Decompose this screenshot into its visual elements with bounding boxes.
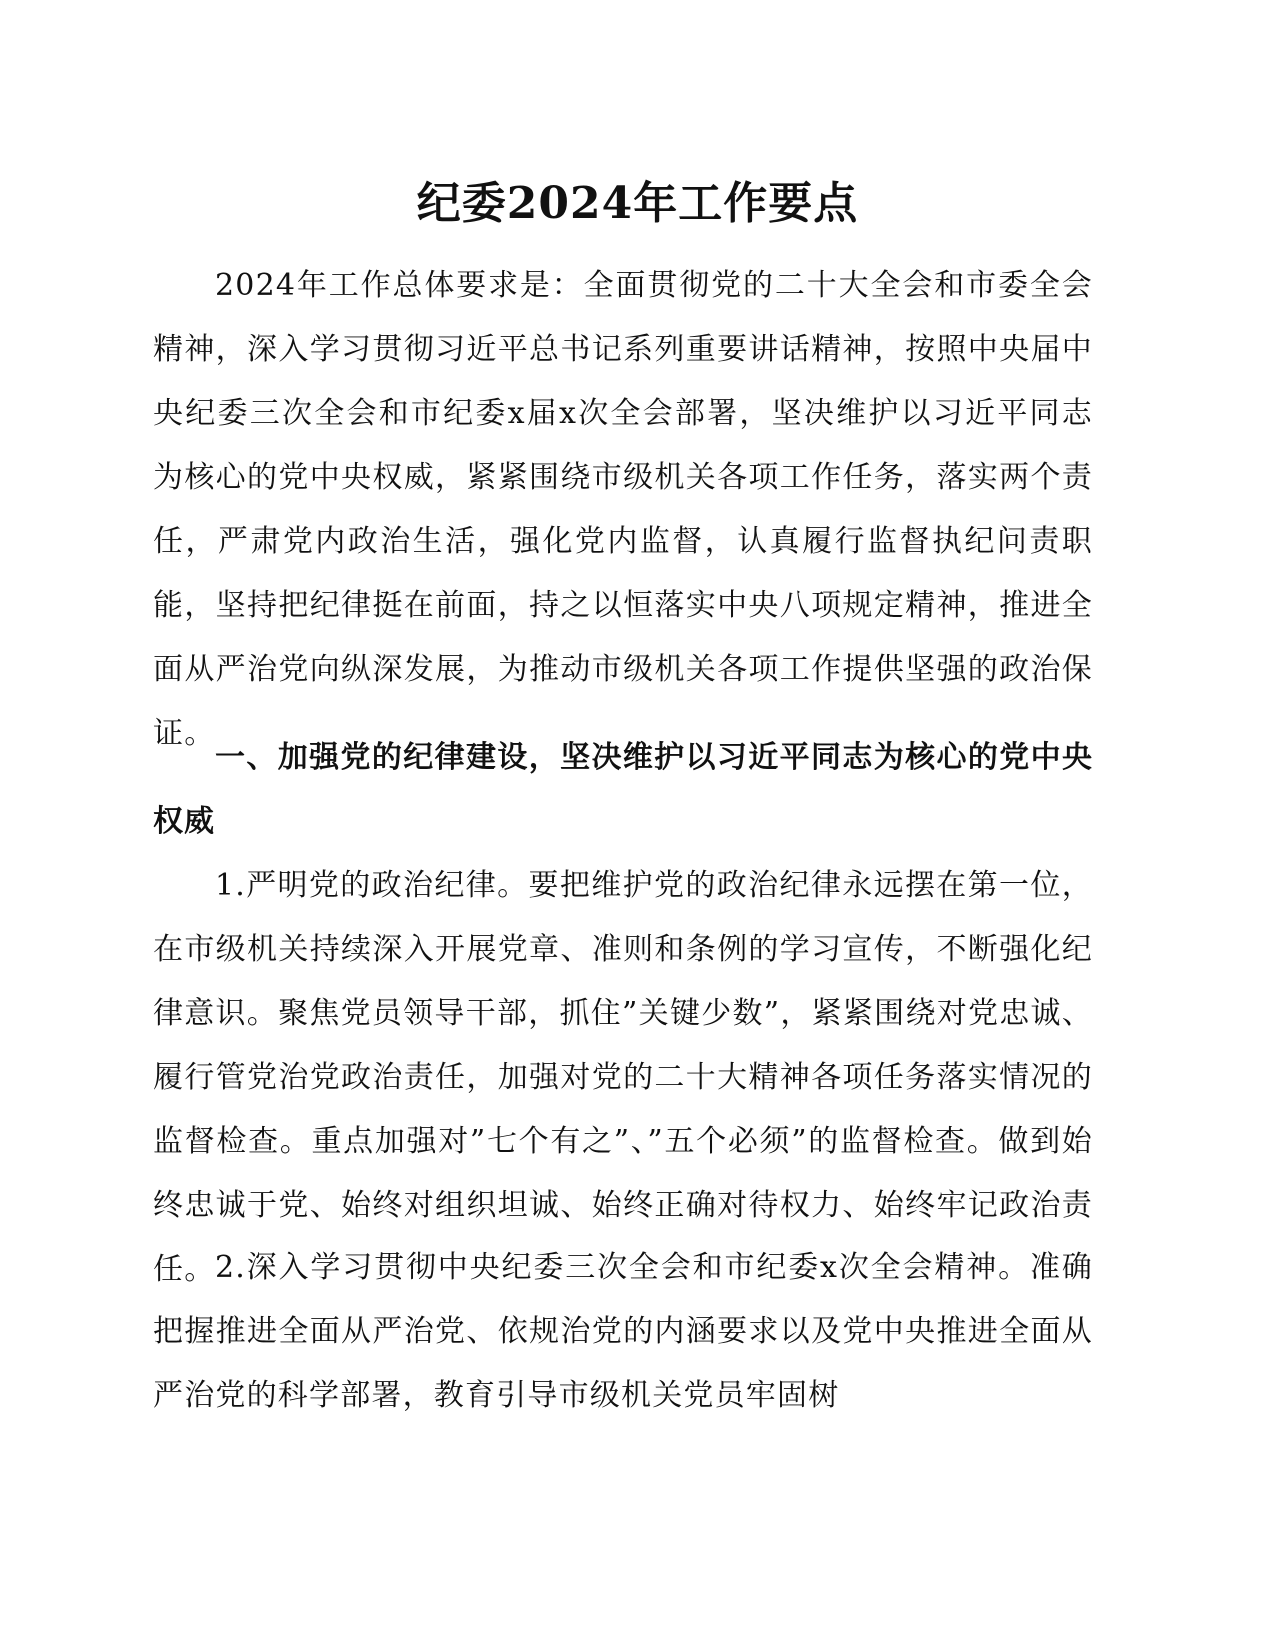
item-1-paragraph: 1.严明党的政治纪律。要把维护党的政治纪律永远摆在第一位，在市级机关持续深入开展党章、准则和条例的学习宣传，不断强化纪律意识。聚焦党员领导干部，抓住”关键少数”，紧紧围绕对党忠诚、履行管党治党政治责任，加强对党的二十大精神各项任务落实情况的监督检查。重点加强对”七个有之”、”五个必须”的监督检查。做到始终忠诚于党、始终对组织坦诚、始终正确对待权力、始终牢记政治责任。	[153, 868, 1093, 1287]
intro-paragraph: 2024年工作总体要求是：全面贯彻党的二十大全会和市委全会精神，深入学习贯彻习近平总书记系列重要讲话精神，按照中央届中央纪委三次全会和市纪委x届x次全会部署，坚决维护以习近平同志为核心的党中央权威，紧紧围绕市级机关各项工作任务，落实两个责任，严肃党内政治生活，强化党内监督，认真履行监督执纪问责职能，坚持把纪律挺在前面，持之以恒落实中央八项规定精神，推进全面从严治党向纵深发展，为推动市级机关各项工作提供坚强的政治保证。	[153, 268, 1093, 751]
section-heading-1: 一、加强党的纪律建设，坚决维护以习近平同志为核心的党中央权威	[153, 740, 1093, 839]
document-title: 纪委2024年工作要点	[416, 178, 859, 229]
item-2-paragraph: 2.深入学习贯彻中央纪委三次全会和市纪委x次全会精神。准确把握推进全面从严治党、依规治党的内涵要求以及党中央推进全面从严治党的科学部署，教育引导市级机关党员牢固树	[153, 1250, 1093, 1413]
